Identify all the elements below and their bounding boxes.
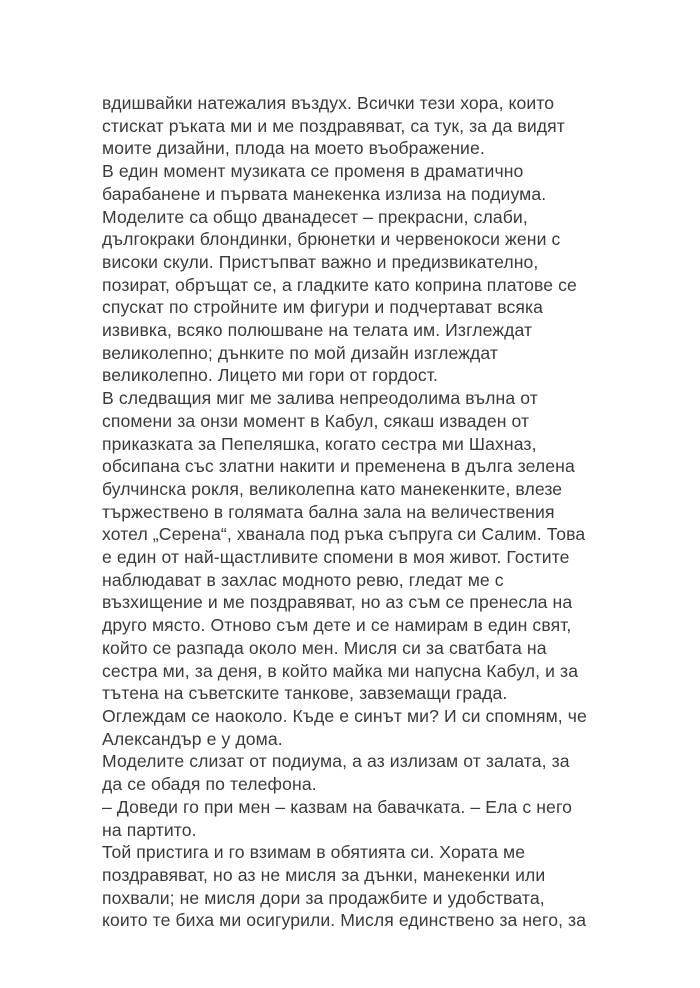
text-line: обсипана със златни накити и пременена в дълга зелена bbox=[102, 456, 575, 477]
body-text bbox=[102, 92, 612, 932]
text-line: хотел „Серена“, хванала под ръка съпруга си Салим. Това bbox=[102, 524, 586, 545]
text-line: поздравяват, но аз не мисля за дънки, манекенки или bbox=[102, 864, 546, 885]
text-line: да се обадя по телефона. bbox=[102, 774, 317, 795]
text-line: – Доведи го при мен – казвам на бавачката. – Ела с него bbox=[102, 796, 572, 817]
text-line: великолепно; дънките по мой дизайн изглеждат bbox=[102, 342, 499, 363]
text-line: В следващия миг ме залива непреодолима вълна от bbox=[102, 388, 538, 409]
text-line: извивка, всяко полюшване на телата им. Изглеждат bbox=[102, 320, 533, 341]
text-line: тържествено в голямата бална зала на величествения bbox=[102, 501, 555, 522]
text-line: който се разпада около мен. Мисля си за сватбата на bbox=[102, 637, 547, 658]
text-line: сестра ми, за деня, в който майка ми напусна Кабул, и за bbox=[102, 660, 579, 681]
text-line: В един момент музиката се променя в драматично bbox=[102, 161, 524, 182]
text-line: наблюдават в захлас модното ревю, гледат ме с bbox=[102, 569, 504, 590]
text-line: дългокраки блондинки, брюнетки и червенокоси жени с bbox=[102, 229, 561, 250]
text-line: спомени за онзи момент в Кабул, сякаш изваден от bbox=[102, 410, 530, 431]
text-line: Александър е у дома. bbox=[102, 728, 283, 749]
text-line: друго място. Отново съм дете и се намирам в един свят, bbox=[102, 615, 572, 636]
text-line: високи скули. Пристъпват важно и предизвикателно, bbox=[102, 251, 539, 272]
text-line: великолепно. Лицето ми гори от гордост. bbox=[102, 365, 438, 386]
text-line: спускат по стройните им фигури и подчертават всяка bbox=[102, 297, 544, 318]
text-line: приказката за Пепеляшка, когато сестра ми Шахназ, bbox=[102, 433, 537, 454]
text-line: е един от най-щастливите спомени в моя живот. Гостите bbox=[102, 547, 570, 568]
text-line: Моделите са общо дванадесет – прекрасни, слаби, bbox=[102, 206, 528, 227]
text-line: Моделите слизат от подиума, а аз излизам от залата, за bbox=[102, 751, 570, 772]
text-line: възхищение и ме поздравяват, но аз съм се пренесла на bbox=[102, 592, 573, 613]
text-line: Той пристига и го взимам в обятията си. Хората ме bbox=[102, 842, 526, 863]
text-line: стискат ръката ми и ме поздравяват, са тук, за да видят bbox=[102, 115, 565, 136]
text-line: вдишвайки натежалия въздух. Всички тези хора, които bbox=[102, 93, 555, 113]
text-line: позират, обръщат се, а гладките като коприна платове се bbox=[102, 274, 577, 295]
text-line: булчинска рокля, великолепна като манекенките, влезе bbox=[102, 478, 563, 499]
text-line: похвали; не мисля дори за продажбите и удобствата, bbox=[102, 887, 545, 908]
text-line: моите дизайни, плода на моето въображение. bbox=[102, 138, 485, 159]
text-line: които те биха ми осигурили. Мисля единствено за него, за bbox=[102, 910, 587, 931]
text-line: барабанене и първата манекенка излиза на подиума. bbox=[102, 183, 547, 204]
text-line: на партито. bbox=[102, 819, 197, 840]
text-line: Оглеждам се наоколо. Къде е синът ми? И си спомням, че bbox=[102, 705, 587, 726]
text-line: тътена на съветските танкове, завземащи града. bbox=[102, 683, 508, 704]
